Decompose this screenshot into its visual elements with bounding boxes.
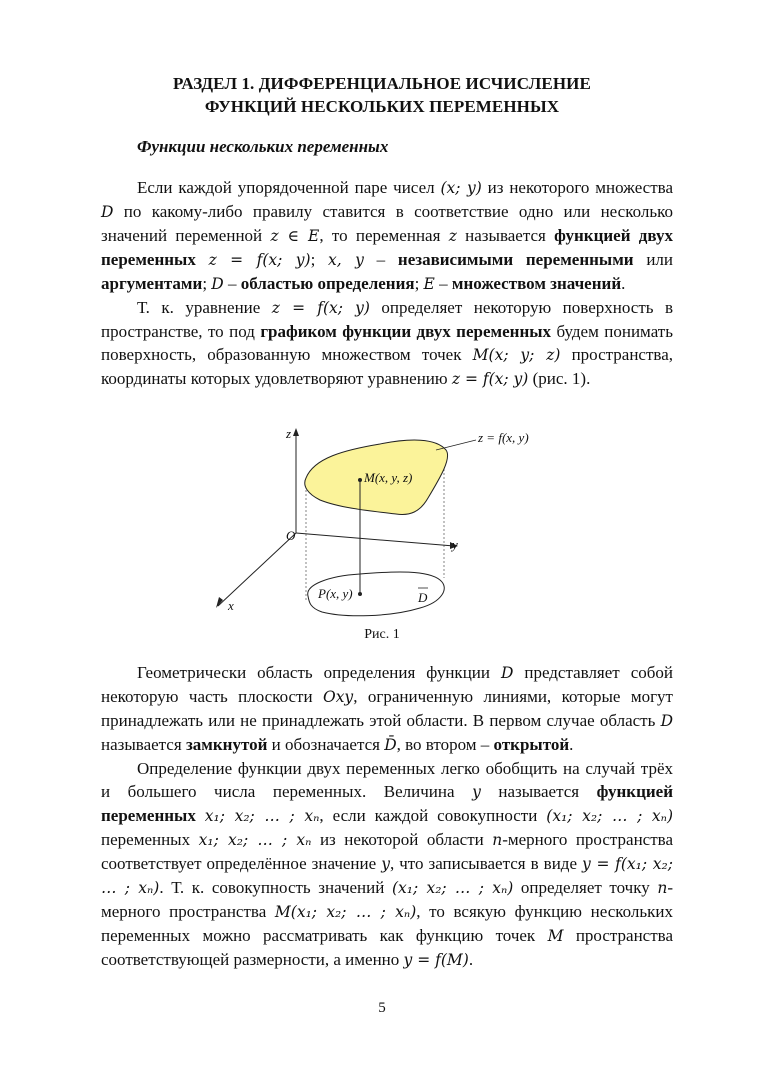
paragraph-4: Определение функции двух переменных легко обобщить на случай трёх и большего числа переменных. Величина y называется функцией переменных x₁; x₂; … ; xₙ, если каждой совокупности (x₁; x₂; … ; xₙ) переменных x₁; x₂; … ; xₙ из некоторой области n-мерного пространства соответствует определённое значение y, что записывается в виде y = f(x₁; x₂; … ; xₙ). Т. к. совокупность значений (x₁; x₂; … ; xₙ) определяет точку n-мерного пространства M(x₁; x₂; … ; xₙ), то всякую функцию нескольких переменных можно рассматривать как функцию точек M пространства соответствующей размерности, а именно y = f(M). (101, 759, 674, 969)
point-p-marker (358, 592, 362, 596)
point-m-label: M(x, y, z) (364, 470, 413, 485)
point-p-label: P(x, y) (318, 586, 353, 601)
figure-caption: Рис. 1 (364, 627, 400, 642)
x-axis-label: x (228, 598, 234, 613)
text-block-top (101, 176, 673, 391)
section-title (100, 72, 664, 118)
section-title-line-2: ФУНКЦИЙ НЕСКОЛЬКИХ ПЕРЕМЕННЫХ (204, 97, 560, 116)
figure-surface-graph (210, 420, 560, 620)
surface-equation-label: z = f(x, y) (478, 430, 529, 445)
page-number: 5 (378, 1000, 386, 1016)
region-d-label: D (418, 590, 428, 605)
origin-label: O (286, 528, 296, 543)
paragraph-3: Геометрически область определения функции D представляет собой некоторую часть плоскости Oxy, ограниченную линиями, которые могут принадлежать или не принадлежать этой области. В первом случае область D называется замкнутой и обозначается D̄, во втором – открытой. (101, 663, 673, 754)
paragraph-2: Т. к. уравнение z = f(x; y) определяет некоторую поверхность в пространстве, то под графиком функции двух переменных будем понимать поверхность, образованную множеством точек M(x; y; z) пространства, координаты которых удовлетворяют уравнению z = f(x; y) (рис. 1). (101, 298, 674, 388)
paragraph-1: Если каждой упорядоченной паре чисел (x; y) из некоторого множества D по какому-либо правилу ставится в соответствие одно или несколько значений переменной z ∈ E, то переменная z называется функцией двух переменных z = f(x; y); x, y – независимыми переменными или аргументами; D – областью определения; E – множеством значений. (101, 178, 674, 293)
section-title-line-1: РАЗДЕЛ 1. ДИФФЕРЕНЦИАЛЬНОЕ ИСЧИСЛЕНИЕ (173, 74, 591, 93)
point-m-marker (358, 478, 362, 482)
text-block-bottom (101, 661, 673, 972)
z-axis-label: z (286, 426, 292, 441)
subsection-title: Функции нескольких переменных (137, 137, 389, 156)
y-axis-label: y (452, 537, 458, 552)
